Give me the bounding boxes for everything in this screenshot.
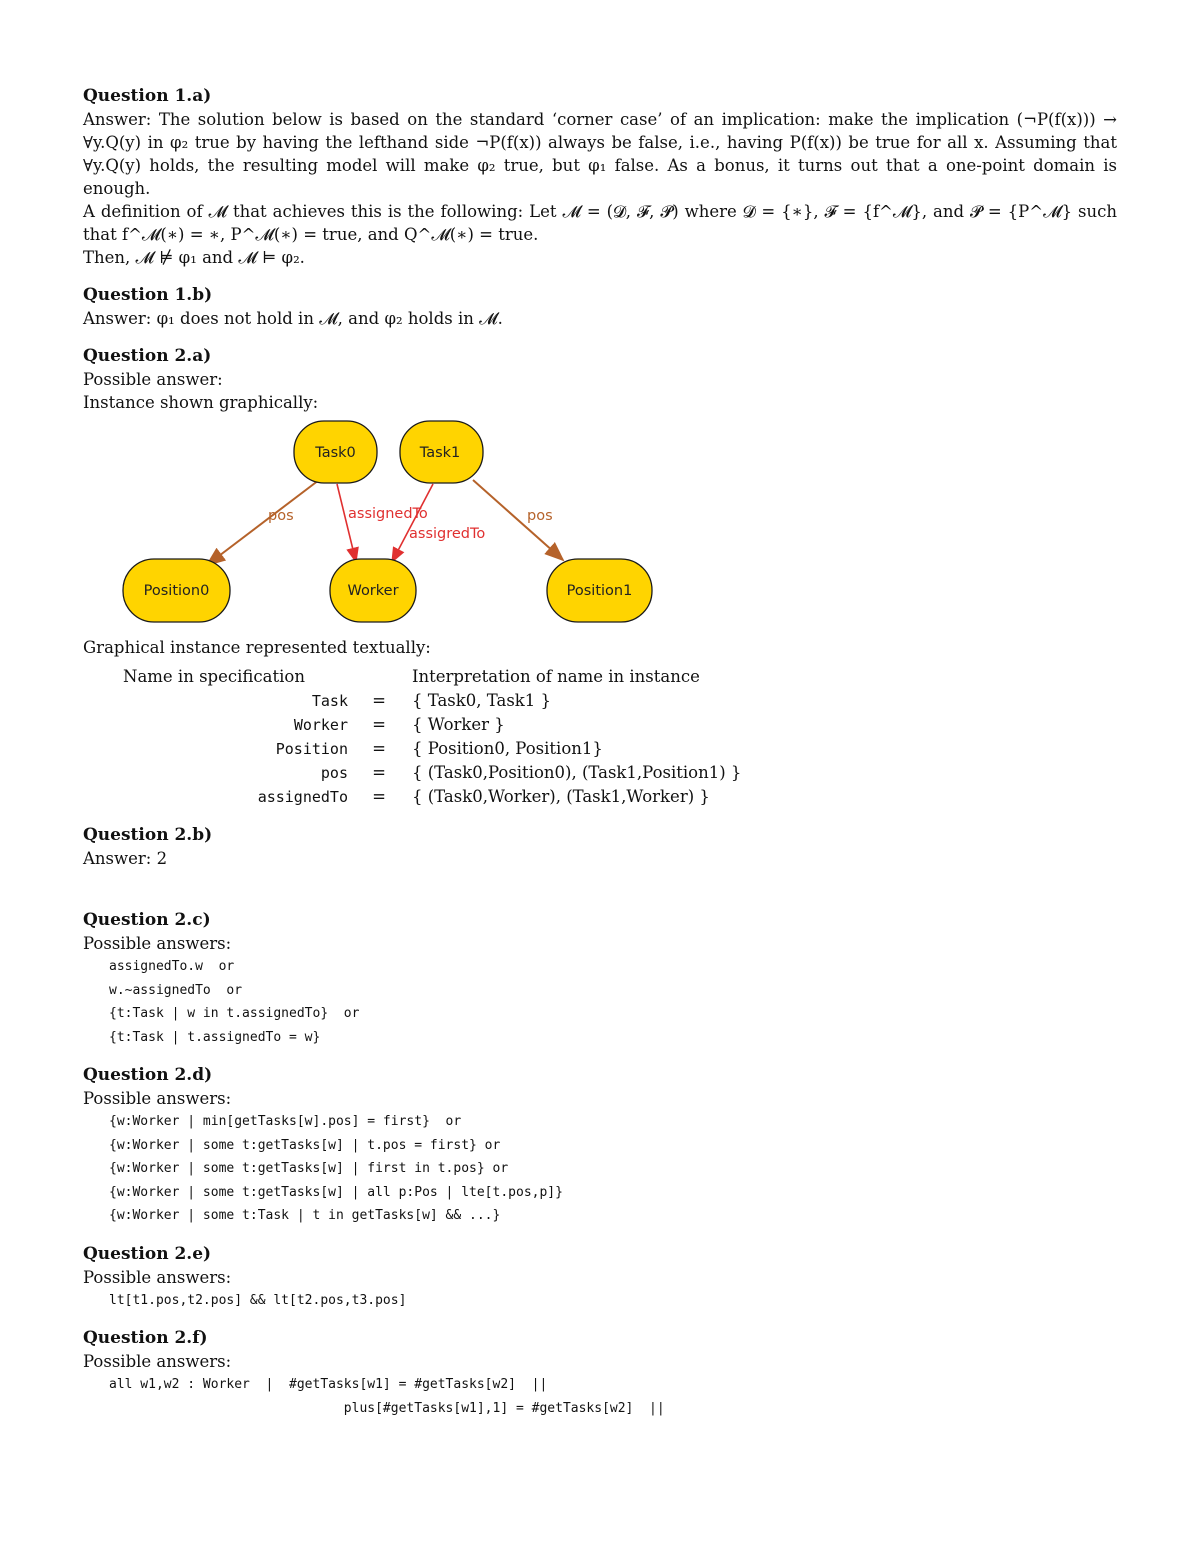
q2d-intro: Possible answers: [83, 1089, 232, 1108]
node-position1 [547, 559, 652, 622]
edge-assignedto-task0-worker [337, 484, 356, 562]
header-interpretation: Interpretation of name in instance [412, 667, 700, 686]
row-eq: = [372, 691, 386, 710]
code-line: {w:Worker | some t:getTasks[w] | all p:Pos | lte[t.pos,p]} [109, 1184, 563, 1200]
header-name: Name in specification [123, 667, 305, 686]
q1a-paragraph-2: A definition of 𝓜 that achieves this is the following: Let 𝓜 = (𝓓, 𝓕, 𝓟) where 𝓓 = {∗}, 𝓕 = {f^𝓜}, and 𝓟 = {P^𝓜} such that f^𝓜(∗) = ∗, P^𝓜(∗) = true, and Q^𝓜(∗) = true. [83, 202, 1117, 244]
row-eq: = [372, 739, 386, 758]
q2a-heading: Question 2.a) [83, 346, 212, 366]
row-value: { Task0, Task1 } [412, 691, 552, 710]
node-position0-label: Position0 [143, 583, 210, 599]
row-eq: = [372, 715, 386, 734]
q2d-heading: Question 2.d) [83, 1065, 213, 1085]
instance-diagram [83, 418, 703, 628]
q2e-heading: Question 2.e) [83, 1243, 212, 1264]
node-task1-label: Task1 [419, 445, 461, 461]
table-row [123, 713, 741, 737]
row-eq: = [372, 763, 386, 782]
q2f-heading: Question 2.f) [83, 1328, 208, 1348]
q2a-instance-graphically: Instance shown graphically: [83, 393, 319, 412]
node-worker [330, 559, 416, 622]
code-line: lt[t1.pos,t2.pos] && lt[t2.pos,t3.pos] [109, 1292, 407, 1308]
edge-label-assignedto-right: assigredTo [409, 526, 486, 542]
table-row [123, 689, 741, 713]
code-line: plus[#getTasks[w1],1] = #getTasks[w2] || [109, 1400, 665, 1416]
code-line: {w:Worker | min[getTasks[w].pos] = first} or [109, 1114, 462, 1129]
code-line: {w:Worker | some t:Task | t in getTasks[w] && ...} [109, 1208, 501, 1223]
q1a-paragraph-1: Answer: The solution below is based on the standard ‘corner case’ of an implication: make the implication (¬P(f(x))) → ∀y.Q(y) in φ₂ true by having the lefthand side ¬P(f(x)) always be false, i.e., having P(f(x)) be true for all x. Assuming that ∀y.Q(y) holds, the resulting model will make φ₂ true, but φ₁ false. As a bonus, it turns out that a one-point domain is enough. [83, 110, 1117, 198]
row-name: Position [275, 740, 348, 758]
node-position1-label: Position1 [566, 583, 633, 599]
node-position0 [123, 559, 230, 622]
interpretation-table [123, 665, 741, 809]
q2c-heading: Question 2.c) [83, 910, 211, 930]
table-row [123, 761, 741, 785]
edge-label-pos-right: pos [527, 508, 553, 524]
code-line: {t:Task | w in t.assignedTo} or [109, 1006, 360, 1021]
row-eq: = [372, 787, 386, 806]
q1b-heading: Question 1.b) [83, 285, 213, 305]
q2c-intro: Possible answers: [83, 934, 232, 953]
table-row [123, 785, 741, 809]
node-task0-label: Task0 [315, 445, 356, 461]
q2b-answer: Answer: 2 [83, 849, 168, 868]
code-line: {w:Worker | some t:getTasks[w] | t.pos = first} or [109, 1137, 501, 1153]
q2a-textual-intro: Graphical instance represented textually: [83, 638, 431, 657]
edge-assignedto-task1-worker [392, 484, 433, 562]
q2f-intro: Possible answers: [83, 1352, 232, 1371]
code-line: {t:Task | t.assignedTo = w} [109, 1029, 321, 1045]
interpretation-header-row [123, 665, 741, 689]
answer-sheet [83, 84, 1117, 1420]
q2e-intro: Possible answers: [83, 1267, 232, 1287]
node-worker-label: Worker [347, 583, 399, 599]
row-name: assignedTo [257, 788, 348, 806]
row-name: Worker [293, 716, 348, 734]
code-line: assignedTo.w or [109, 959, 235, 974]
row-name: Task [311, 692, 348, 710]
edge-pos-task0-position0 [207, 480, 319, 565]
node-task1 [400, 421, 483, 483]
row-value: { Worker } [412, 715, 505, 734]
table-row [123, 737, 741, 761]
row-value: { (Task0,Position0), (Task1,Position1) } [412, 763, 742, 782]
code-line: w.~assignedTo or [109, 982, 243, 998]
code-line: all w1,w2 : Worker | #getTasks[w1] = #getTasks[w2] || [109, 1377, 548, 1392]
row-value: { (Task0,Worker), (Task1,Worker) } [412, 787, 710, 806]
q2b-heading: Question 2.b) [83, 825, 213, 845]
row-name: pos [320, 764, 348, 782]
row-value: { Position0, Position1} [412, 739, 603, 758]
q1a-heading: Question 1.a) [83, 86, 212, 106]
q2a-possible-answer: Possible answer: [83, 370, 223, 389]
edge-label-pos-left: pos [268, 508, 294, 524]
edge-label-assignedto-left: assignedTo [348, 506, 428, 522]
q1b-answer: Answer: φ₁ does not hold in 𝓜, and φ₂ holds in 𝓜. [83, 309, 503, 328]
q1a-paragraph-3: Then, 𝓜 ⊭ φ₁ and 𝓜 ⊨ φ₂. [83, 248, 305, 267]
node-task0 [294, 421, 377, 483]
code-line: {w:Worker | some t:getTasks[w] | first in t.pos} or [109, 1161, 509, 1176]
